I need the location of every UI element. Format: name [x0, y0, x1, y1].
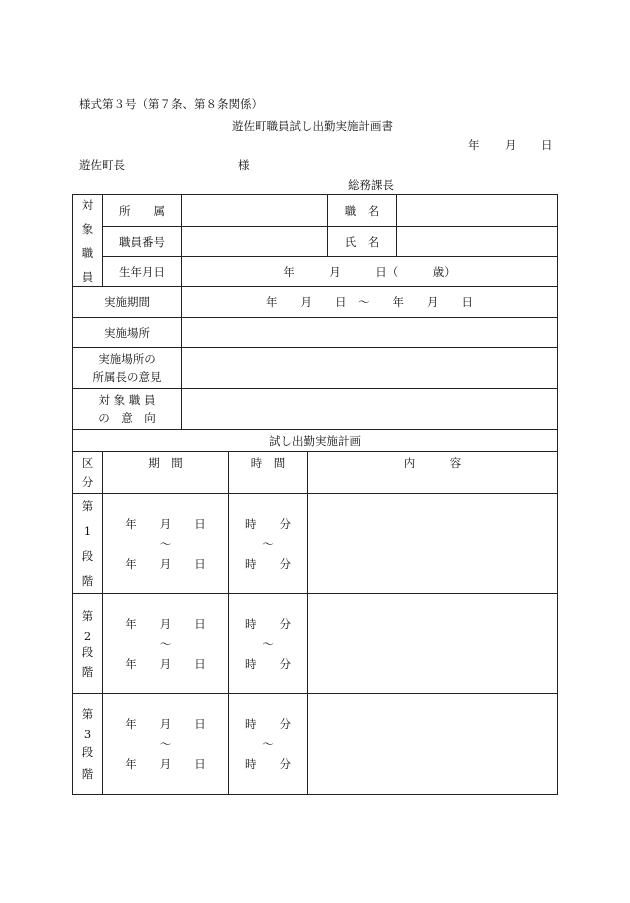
range-tilde: ～ [159, 636, 172, 651]
employee-intent-field[interactable] [182, 389, 557, 429]
col-content-header: 内 容 [403, 456, 462, 470]
end-date: 年 月 日 [125, 656, 206, 671]
place-label: 実施場所 [104, 325, 150, 340]
start-time: 時 分 [245, 516, 291, 531]
stage-1-period[interactable] [103, 494, 228, 593]
supervisor-opinion-line: 所属長の意見 [92, 370, 162, 384]
stage-char: 階 [81, 767, 94, 781]
stage-char: 2 [83, 628, 92, 643]
range-tilde: ～ [159, 536, 172, 551]
start-time: 時 分 [245, 717, 291, 731]
document-title: 遊佐町職員試し出勤実施計画書 [232, 119, 393, 133]
job-title-label: 職 名 [344, 203, 380, 218]
col-category-char: 分 [81, 474, 94, 489]
group-char: 象 [81, 221, 94, 236]
table-rule [557, 194, 558, 795]
start-time: 時 分 [245, 616, 291, 631]
range-tilde: ～ [159, 737, 172, 751]
range-tilde: ～ [262, 636, 274, 651]
end-date: 年 月 日 [125, 757, 206, 771]
stage-3-label [73, 694, 102, 794]
col-category-char: 区 [81, 455, 94, 470]
end-time: 時 分 [245, 656, 291, 671]
stage-2-label [73, 594, 102, 693]
group-char: 職 [81, 245, 94, 260]
job-title-field[interactable] [397, 195, 557, 226]
honorific: 様 [238, 158, 250, 172]
stage-char: 1 [83, 523, 92, 538]
plan-section-title: 試し出勤実施計画 [269, 433, 361, 448]
stage-3-time[interactable] [229, 694, 307, 794]
col-category-header [73, 452, 102, 493]
stage-1-content[interactable] [308, 494, 557, 593]
end-time: 時 分 [245, 757, 291, 771]
end-time: 時 分 [245, 556, 291, 571]
employee-intent-label [73, 389, 181, 429]
supervisor-opinion-line: 実施場所の [98, 352, 156, 366]
col-time-header: 時 間 [250, 456, 286, 470]
target-employee-group-label [73, 195, 102, 286]
group-char: 対 [81, 197, 94, 212]
start-date: 年 月 日 [125, 717, 206, 731]
col-period-header: 期 間 [148, 456, 183, 470]
stage-char: 階 [81, 573, 94, 588]
stage-char: 3 [83, 727, 92, 741]
supervisor-opinion-label [73, 348, 181, 388]
stage-2-period[interactable] [103, 594, 228, 693]
table-rule [72, 794, 558, 795]
birth-date-label: 生年月日 [119, 264, 165, 279]
date-day: 日 [541, 138, 553, 152]
stage-3-content[interactable] [308, 694, 557, 794]
stage-char: 第 [81, 498, 94, 513]
stage-char: 段 [81, 644, 94, 659]
stage-char: 第 [81, 608, 94, 623]
birth-date-field[interactable]: 年 月 日（ 歳） [283, 264, 456, 279]
stage-1-time[interactable] [229, 494, 307, 593]
issuer: 総務課長 [348, 178, 394, 192]
form-number: 様式第３号（第７条、第８条関係） [79, 97, 263, 111]
dept-field[interactable] [182, 195, 327, 226]
range-tilde: ～ [262, 536, 274, 551]
date-month: 月 [505, 138, 517, 152]
employee-intent-line: 対 象 職 員 [98, 393, 156, 407]
staff-number-field[interactable] [182, 227, 327, 256]
period-label: 実施期間 [104, 295, 150, 309]
period-field[interactable]: 年 月 日 ～ 年 月 日 [266, 295, 473, 309]
stage-char: 段 [81, 548, 94, 563]
stage-2-content[interactable] [308, 594, 557, 693]
date-year: 年 [468, 138, 480, 152]
stage-char: 第 [81, 707, 94, 721]
stage-char: 階 [81, 664, 94, 679]
range-tilde: ～ [262, 737, 274, 751]
name-field[interactable] [397, 227, 557, 256]
stage-3-period[interactable] [103, 694, 228, 794]
start-date: 年 月 日 [125, 616, 206, 631]
addressee: 遊佐町長 [79, 158, 125, 172]
stage-char: 段 [81, 745, 94, 759]
name-label: 氏 名 [344, 234, 380, 249]
stage-1-label [73, 494, 102, 593]
employee-intent-line: の 意 向 [98, 411, 156, 425]
start-date: 年 月 日 [125, 516, 206, 531]
supervisor-opinion-field[interactable] [182, 348, 557, 388]
stage-2-time[interactable] [229, 594, 307, 693]
place-field[interactable] [182, 318, 557, 347]
dept-label: 所 属 [119, 203, 165, 218]
end-date: 年 月 日 [125, 556, 206, 571]
staff-number-label: 職員番号 [119, 234, 165, 249]
group-char: 員 [81, 269, 94, 284]
